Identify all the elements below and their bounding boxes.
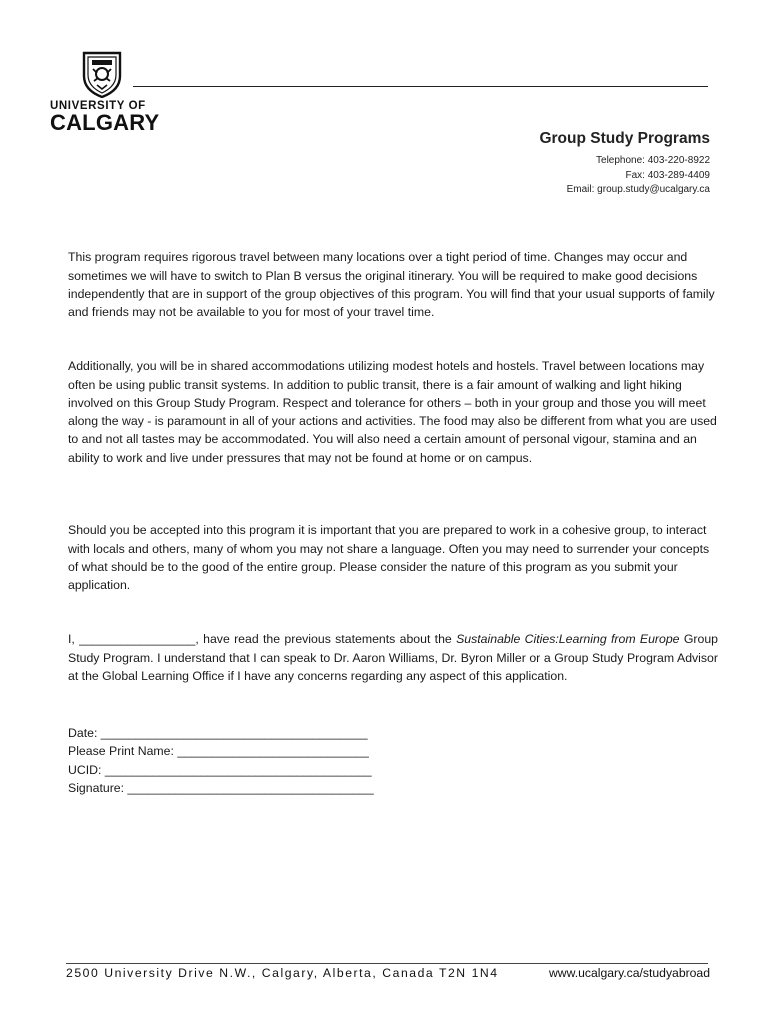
paragraph-travel: This program requires rigorous travel between many locations over a tight period of time. Changes may occur and sometimes we will have to switch to Plan B versus the original itinerary. You will be required to make good decisions independently that are in support of the group objectives of this program. You will find that your usual supports of family and friends may not be available to you for most of your travel time. bbox=[68, 250, 715, 320]
footer-url[interactable]: www.ucalgary.ca/studyabroad bbox=[548, 966, 710, 980]
print-name-field[interactable]: Please Print Name: ____________________________ bbox=[68, 744, 369, 759]
footer-address: 2500 University Drive N.W., Calgary, Alberta, Canada T2N 1N4 bbox=[66, 966, 499, 980]
email-line: Email: group.study@ucalgary.ca bbox=[566, 184, 710, 195]
acknowledgement-start: I, _________________, have read the previous statements about the bbox=[68, 632, 457, 647]
paragraph-acknowledgement bbox=[68, 630, 718, 685]
header-divider bbox=[133, 86, 708, 87]
telephone-line: Telephone: 403-220-8922 bbox=[596, 155, 710, 166]
footer-divider bbox=[66, 963, 708, 964]
logo-university-of: UNIVERSITY OF bbox=[50, 100, 146, 112]
program-office-title: Group Study Programs bbox=[539, 130, 710, 147]
signature-fields bbox=[68, 724, 374, 797]
paragraph-accommodations: Additionally, you will be in shared accommodations utilizing modest hotels and hostels. Travel between locations may often be using public transit systems. In addition to public transit, there is a fair amount of walking and light hiking involved on this Group Study Program. Respect and tolerance for others – both in your group and those you will meet along the way - is paramount in all of your actions and activities. The food may also be different from what you are used to and not all tastes may be accommodated. You will also need a certain amount of personal vigour, stamina and an ability to work and live under pressures that may not be found at home or on campus. bbox=[68, 359, 717, 465]
logo-calgary: CALGARY bbox=[50, 110, 160, 135]
contact-block bbox=[539, 130, 710, 198]
program-name: Sustainable Cities:Learning from Europe bbox=[456, 632, 680, 647]
acknowledgement-end: Group Study Program. I understand that I can speak to Dr. Aaron Williams, Dr. Byron Miller or a Group Study Program Advisor at the Global Learning Office if I have any concerns regarding any aspect of this application. bbox=[68, 632, 718, 683]
date-field[interactable]: Date: _______________________________________ bbox=[68, 726, 368, 740]
signature-field[interactable]: Signature: ____________________________________ bbox=[68, 780, 374, 795]
fax-line: Fax: 403-289-4409 bbox=[625, 169, 710, 181]
crest-icon bbox=[80, 50, 124, 98]
paragraph-group-work: Should you be accepted into this program it is important that you are prepared to work in a cohesive group, to interact with locals and others, many of whom you may not share a language. Often you may need to surrender your concepts of what should be to the good of the entire group. Please consider the nature of this program as you submit your application. bbox=[68, 523, 710, 593]
ucid-field[interactable]: UCID: _______________________________________ bbox=[68, 762, 372, 777]
